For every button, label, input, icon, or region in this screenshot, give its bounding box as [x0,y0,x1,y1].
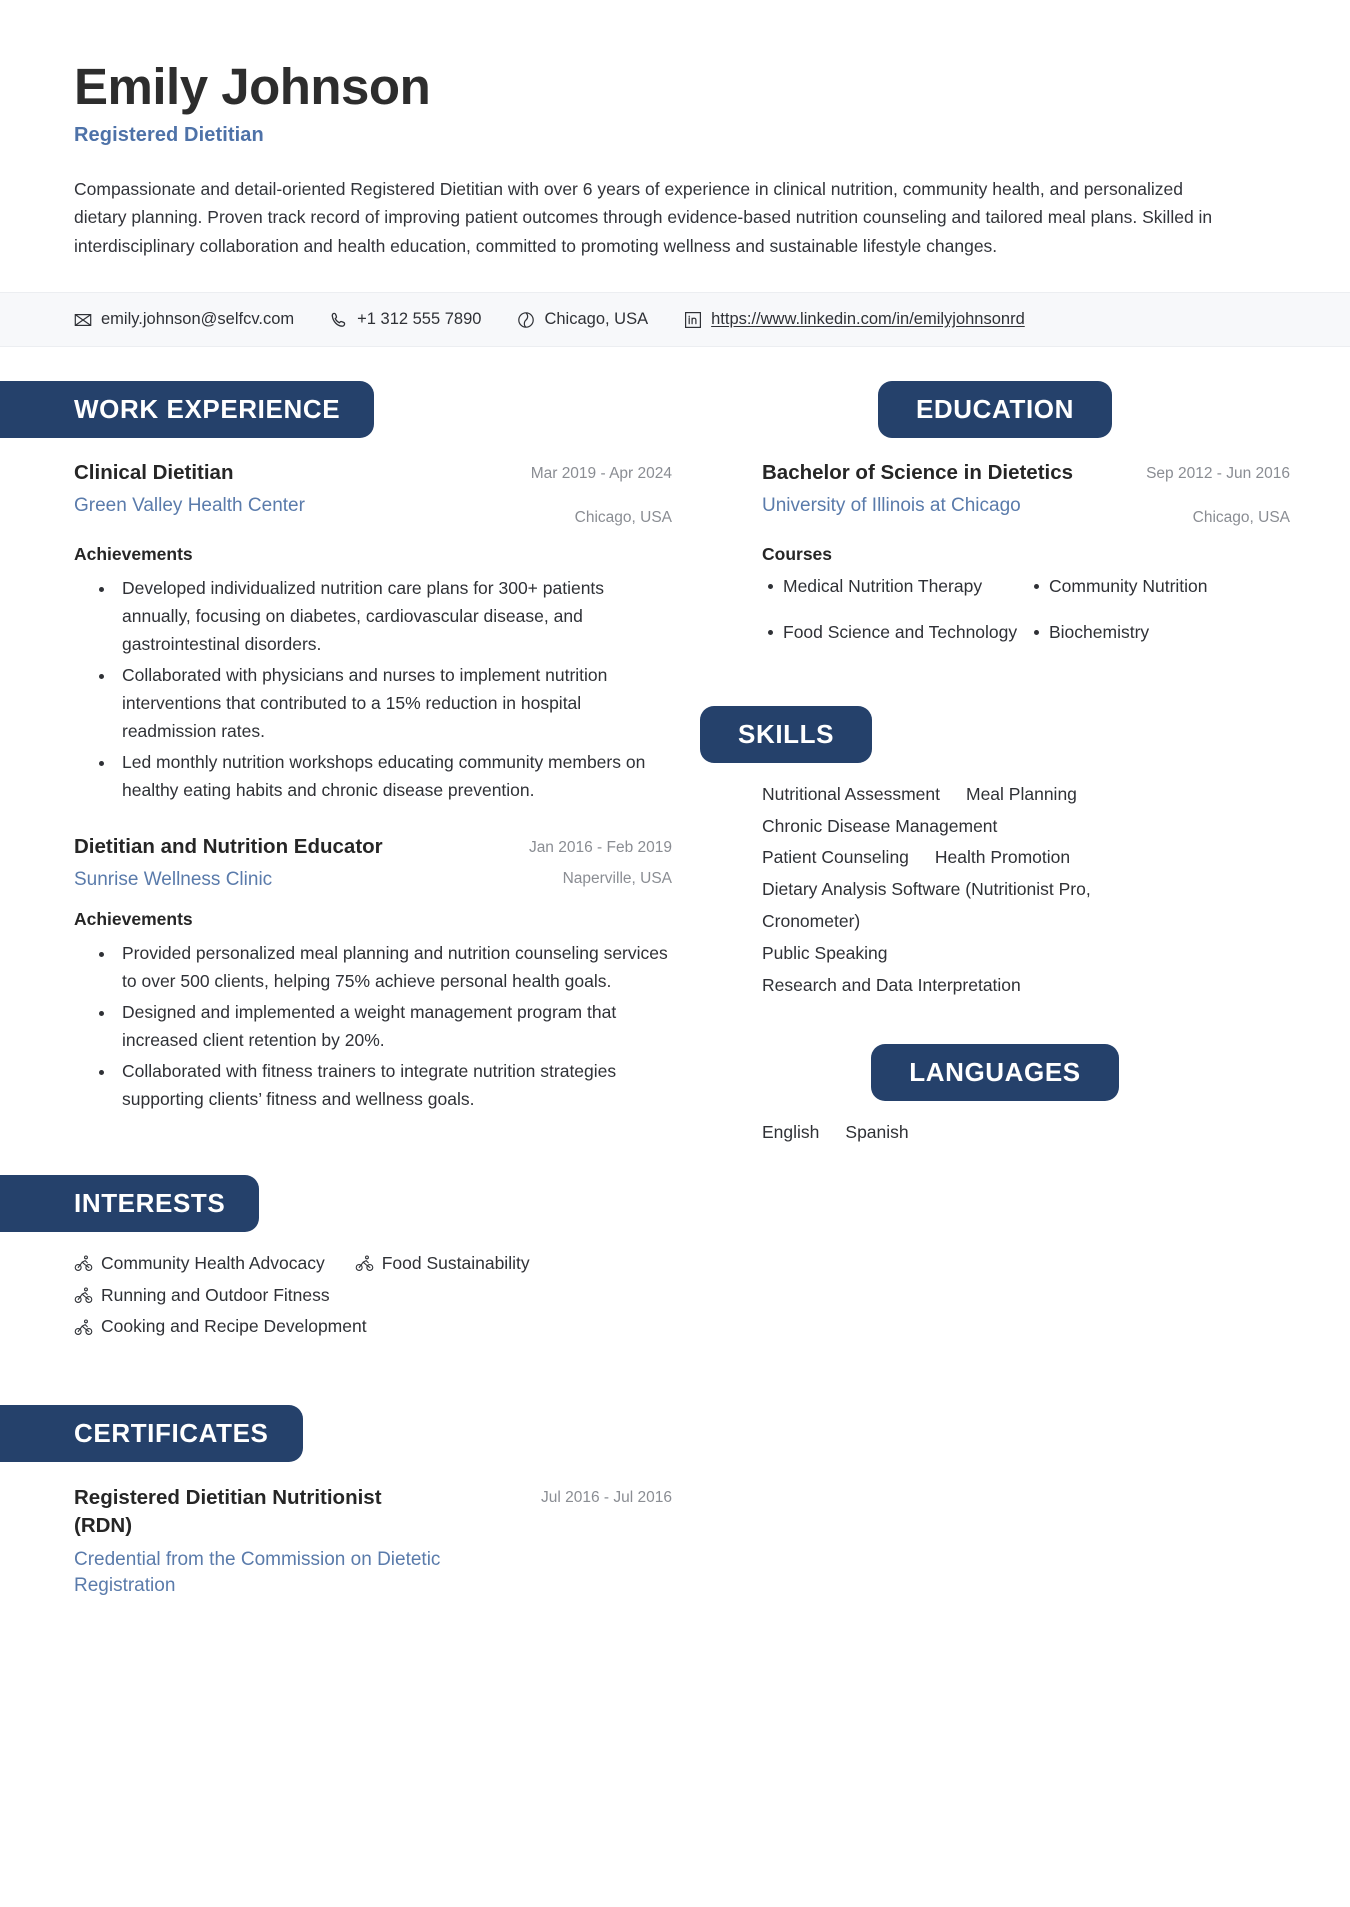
cycling-icon [74,1318,93,1337]
contact-location[interactable] [517,310,648,329]
bullet-dot-icon [768,584,773,589]
interest-label: Cooking and Recipe Development [101,1316,367,1337]
education-location: Chicago, USA [1192,509,1290,527]
contact-email-label: emily.johnson@selfcv.com [101,310,295,329]
interest-label: Food Sustainability [381,1252,530,1273]
interest-item [74,1311,634,1343]
certificate-title: Registered Dietitian Nutritionist (RDN) [74,1486,382,1537]
profile-summary: Compassionate and detail-oriented Registered Dietitian with over 6 years of experience in clinical nutrition, community health, and personalized dietary planning. Proven track record of improving patient outcomes through evidence-based nutrition counseling and tailored meal plans. Skilled in interdisciplinary collaboration and health education, committed to promoting wellness and sustainable lifestyle changes. [74,179,1213,256]
section-languages [700,1044,1290,1149]
interests-list [74,1248,634,1344]
interest-item [74,1280,634,1312]
course-item [768,573,1024,600]
courses-list [762,573,1290,663]
location-icon [517,311,535,329]
job-location: Naperville, USA [562,869,672,887]
achievement-item: • Collaborated with fitness trainers to integrate nutrition strategies supporting clients’ fitness and wellness goals. [116,1057,672,1113]
section-heading-education: EDUCATION [878,381,1112,438]
course-label: Food Science and Technology [783,621,1018,642]
work-entry [74,460,672,804]
education-date: Sep 2012 - Jun 2016 [1146,465,1290,483]
job-role: Clinical Dietitian [74,461,234,485]
certificate-entry [74,1484,672,1600]
contact-email[interactable] [74,310,294,329]
job-organization: Sunrise Wellness Clinic [74,869,273,891]
cycling-icon [355,1254,374,1273]
interest-item [355,1248,530,1280]
resume-body [0,347,1350,1600]
cycling-icon [74,1254,93,1273]
job-date: Mar 2019 - Apr 2024 [530,465,672,483]
education-degree: Bachelor of Science in Dietetics [762,461,1074,485]
contact-bar [0,292,1350,347]
cycling-icon [74,1286,93,1305]
achievement-item: • Provided personalized meal planning and nutrition counseling services to over 500 clients, helping 75% achieve personal health goals. [116,939,672,995]
skills-list [762,779,1182,1002]
skill-item: Patient Counseling [762,847,909,868]
job-achievements-list [74,939,672,1113]
skill-item: Chronic Disease Management [762,815,998,836]
certificate-issuer: Credential from the Commission on Dietetic Registration [74,1548,441,1597]
section-interests [0,1175,672,1344]
achievements-label: Achievements [74,544,193,565]
job-achievements-list [74,574,672,804]
skill-item: Dietary Analysis Software (Nutritionist Pro, Cronometer) [762,879,1091,932]
linkedin-icon [684,311,702,329]
phone-icon [330,311,348,329]
right-column [700,347,1350,1148]
skill-item: Health Promotion [934,847,1071,868]
contact-phone[interactable] [330,310,481,329]
job-organization: Green Valley Health Center [74,494,305,516]
course-item [1034,573,1290,600]
bullet-dot-icon [1034,584,1039,589]
section-heading-interests: INTERESTS [0,1175,259,1232]
contact-location-label: Chicago, USA [544,310,649,329]
education-entry [762,460,1290,664]
language-item: English [762,1121,820,1142]
job-date: Jan 2016 - Feb 2019 [528,839,672,857]
achievement-item: • Developed individualized nutrition care plans for 300+ patients annually, focusing on diabetes, cardiovascular disease, and gastrointestinal disorders. [116,574,672,658]
section-heading-work-experience: WORK EXPERIENCE [0,381,374,438]
section-education [700,381,1290,664]
skill-item: Research and Data Interpretation [762,974,1021,995]
page-title: Emily Johnson [74,58,431,115]
skill-item: Nutritional Assessment [762,783,940,804]
achievement-item: • Led monthly nutrition workshops educating community members on healthy eating habits and chronic disease prevention. [116,748,672,804]
skill-item: Public Speaking [762,942,888,963]
work-entry [74,834,672,1112]
contact-phone-label: +1 312 555 7890 [357,310,482,329]
course-label: Biochemistry [1049,621,1150,642]
languages-list [762,1117,1182,1149]
achievements-label: Achievements [74,908,193,929]
section-work-experience [0,381,672,1113]
achievement-item: • Designed and implemented a weight management program that increased client retention by 20%. [116,998,672,1054]
course-item [768,619,1024,646]
section-heading-certificates: CERTIFICATES [0,1405,303,1462]
section-heading-languages: LANGUAGES [871,1044,1119,1101]
course-item [1034,619,1290,646]
bullet-dot-icon [1034,630,1039,635]
achievement-item: • Collaborated with physicians and nurses to implement nutrition interventions that contributed to a 15% reduction in hospital readmission rates. [116,661,672,745]
interest-item [74,1248,325,1280]
education-school: University of Illinois at Chicago [762,494,1021,516]
left-column [0,347,700,1600]
bullet-dot-icon [768,630,773,635]
job-role: Dietitian and Nutrition Educator [74,835,383,859]
language-item: Spanish [845,1121,909,1142]
job-location: Chicago, USA [574,509,672,527]
certificate-date: Jul 2016 - Jul 2016 [541,1489,672,1507]
contact-linkedin-label[interactable]: https://www.linkedin.com/in/emilyjohnsonrd [711,310,1025,329]
skill-item: Meal Planning [966,783,1077,804]
resume-header [0,0,1350,260]
envelope-icon [74,311,92,329]
section-heading-skills: SKILLS [700,706,872,763]
contact-linkedin[interactable] [684,310,1025,329]
section-skills [700,706,1290,1002]
interest-label: Community Health Advocacy [101,1252,325,1273]
interest-label: Running and Outdoor Fitness [101,1284,330,1305]
section-certificates [0,1405,672,1600]
courses-label: Courses [762,544,833,565]
course-label: Medical Nutrition Therapy [783,576,983,597]
course-label: Community Nutrition [1049,576,1208,597]
professional-title: Registered Dietitian [74,124,264,147]
